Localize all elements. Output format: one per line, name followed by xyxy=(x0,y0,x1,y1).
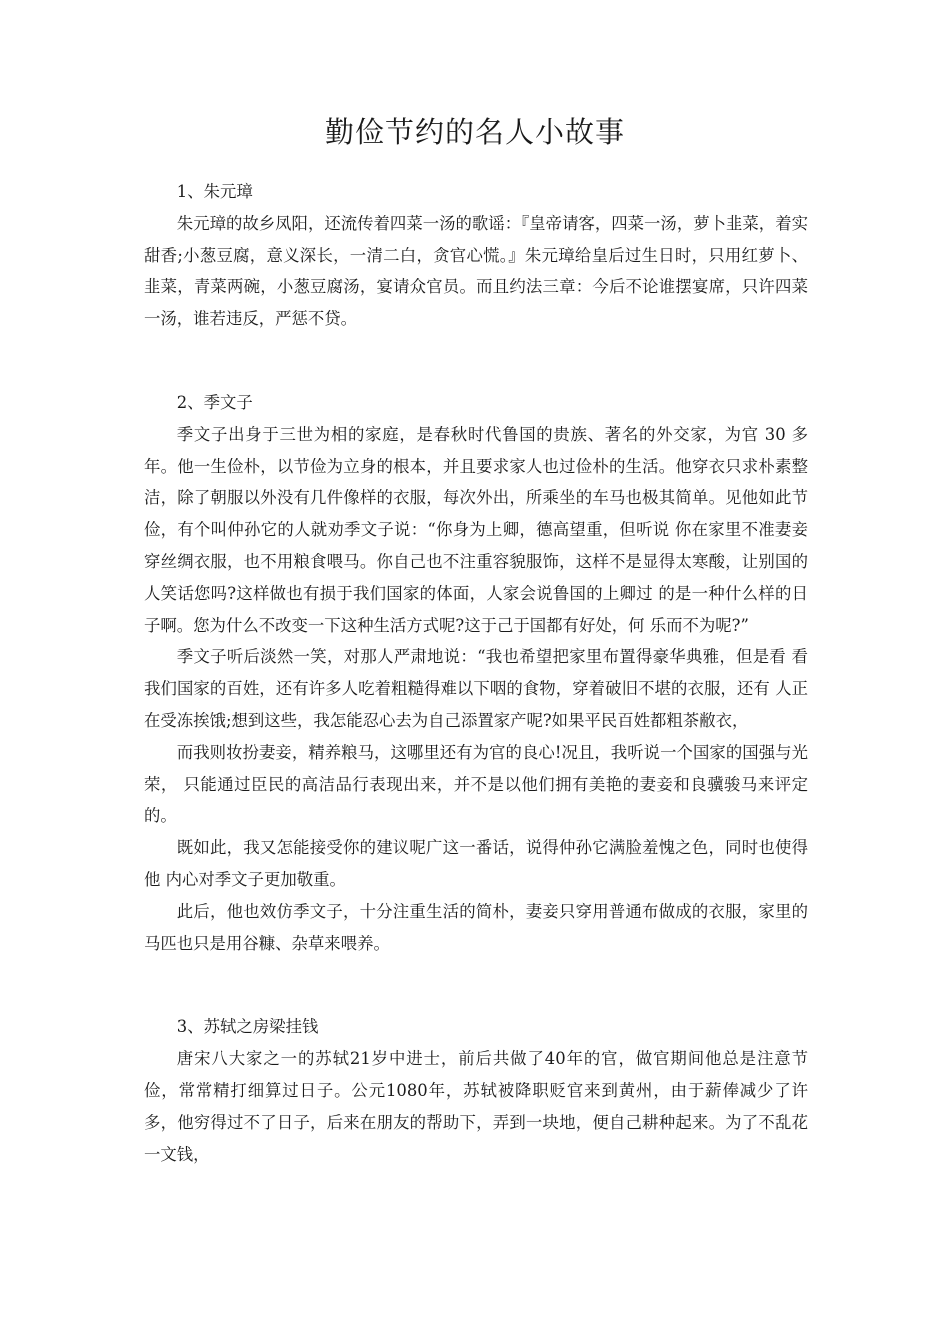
section-heading: 1、朱元璋 xyxy=(176,182,253,201)
section-spacer xyxy=(144,959,808,1011)
paragraph: 此后，他也效仿季文子，十分注重生活的简朴，妻妾只穿用普通布做成的衣服，家里的马匹也只是用谷糠、杂草来喂养。 xyxy=(144,901,808,953)
paragraph: 季文子听后淡然一笑，对那人严肃地说：“我也希望把家里布置得豪华典雅，但是看 看我们国家的百姓，还有许多人吃着粗糙得难以下咽的食物，穿着破旧不堪的衣服，还有 人正在受冻挨饿;想到这些，我怎能忍心去为自己添置家产呢?如果平民百姓都粗茶敝衣， xyxy=(144,647,808,730)
section-heading: 2、季文子 xyxy=(176,392,253,412)
section-zhu-yuanzhang xyxy=(144,176,808,335)
section-ji-wenzi xyxy=(144,387,808,959)
document-body xyxy=(144,176,808,1170)
paragraph: 而我则妆扮妻妾，精养粮马，这哪里还有为官的良心!况且，我听说一个国家的国强与光荣， 只能通过臣民的高洁品行表现出来，并不是以他们拥有美艳的妻妾和良骥骏马来评定的。 xyxy=(144,742,808,826)
section-su-shi xyxy=(144,1011,808,1170)
section-heading: 3、苏轼之房梁挂钱 xyxy=(176,1017,319,1037)
document-title: 勤俭节约的名人小故事 xyxy=(324,115,625,149)
paragraph: 唐宋八大家之一的苏轼21岁中进士，前后共做了40年的官，做官期间他总是注意节俭，常常精打细算过日子。公元1080年，苏轼被降职贬官来到黄州，由于薪俸减少了许多，他穷得过不了日子，后来在朋友的帮助下，弄到一块地，便自己耕种起来。为了不乱花一文钱， xyxy=(144,1049,808,1164)
section-spacer xyxy=(144,335,808,387)
paragraph: 季文子出身于三世为相的家庭，是春秋时代鲁国的贵族、著名的外交家，为官 30 多年。他一生俭朴，以节俭为立身的根本，并且要求家人也过俭朴的生活。他穿衣只求朴素整洁，除了朝服以外没有几件像样的衣服，每次外出，所乘坐的车马也极其简单。见他如此节俭，有个叫仲孙它的人就劝季文子说：“你身为上卿，德高望重，但听说 你在家里不准妻妾穿丝绸衣服，也不用粮食喂马。你自己也不注重容貌服饰，这样不是显得太寒酸，让别国的人笑话您吗?这样做也有损于我们国家的体面，人家会说鲁国的上卿过 的是一种什么样的日子啊。您为什么不改变一下这种生活方式呢?这于己于国都有好处，何 乐而不为呢?” xyxy=(144,424,808,635)
paragraph: 朱元璋的故乡凤阳，还流传着四菜一汤的歌谣：『皇帝请客，四菜一汤，萝卜韭菜，着实甜香;小葱豆腐，意义深长，一清二白，贪官心慌。』朱元璋给皇后过生日时，只用红萝卜、韭菜，青菜两碗，小葱豆腐汤，宴请众官员。而且约法三章：今后不论谁摆宴席，只许四菜一汤，谁若违反，严惩不贷。 xyxy=(144,213,808,329)
paragraph: 既如此，我又怎能接受你的建议呢广这一番话，说得仲孙它满脸羞愧之色，同时也使得他 内心对季文子更加敬重。 xyxy=(144,838,808,889)
